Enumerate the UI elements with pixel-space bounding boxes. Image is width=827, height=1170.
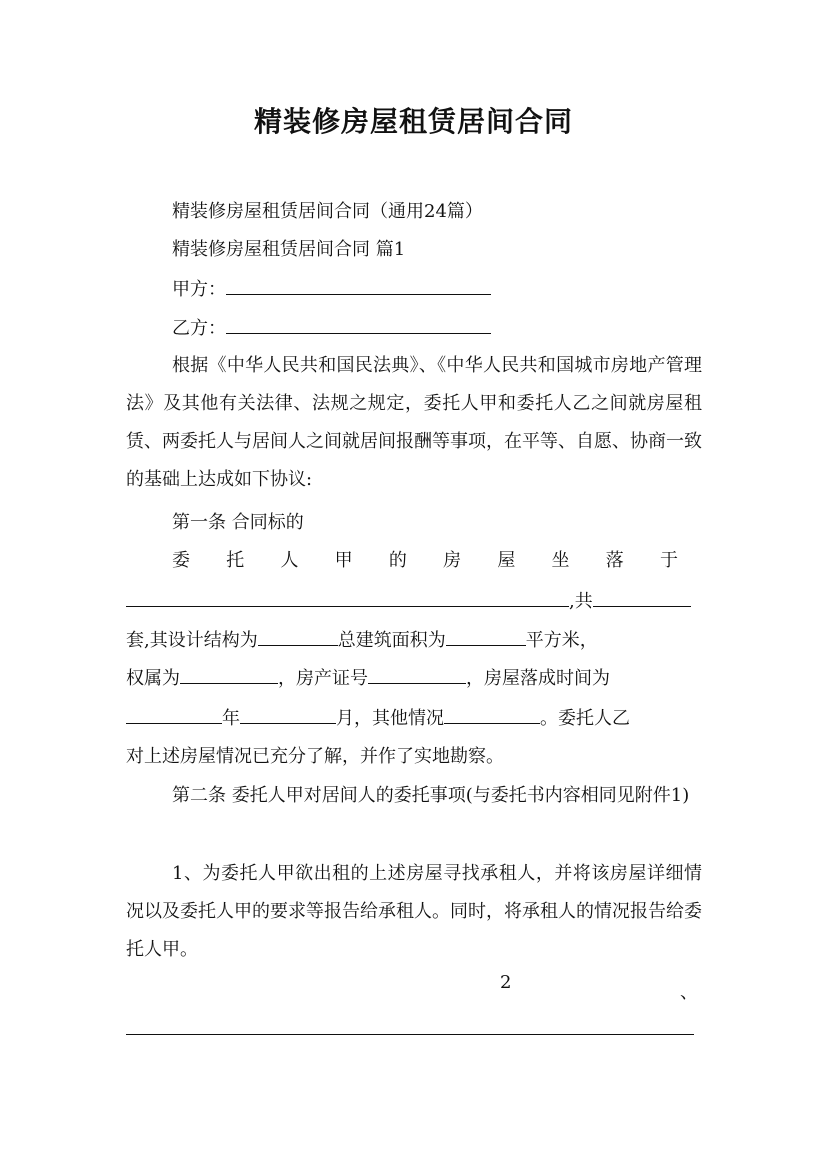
article1-area: 总建筑面积为: [337, 630, 446, 651]
month-blank: [240, 705, 336, 724]
party-a-line: [126, 271, 702, 309]
item2-mark: 、: [680, 982, 698, 1003]
article1-sqm: 平方米，: [525, 630, 598, 651]
article2-title: 第二条 委托人甲对居间人的委托事项(与委托书内容相同见附件1): [172, 785, 690, 806]
article1-line3: [126, 622, 702, 660]
article1-line4: [126, 660, 702, 698]
area-blank: [446, 627, 526, 646]
article1-title: 第一条 合同标的: [172, 512, 304, 533]
section-heading: 精装修房屋租赁居间合同 篇1: [172, 239, 406, 260]
article1-built: ，房屋落成时间为: [466, 668, 610, 689]
party-a-blank: [226, 276, 491, 295]
certificate-blank: [368, 665, 466, 684]
article1-line5: [126, 700, 702, 738]
year-blank: [126, 705, 222, 724]
other-blank: [444, 705, 540, 724]
item2-rule: [126, 1034, 694, 1035]
ownership-blank: [180, 665, 278, 684]
article1-cert: ，房产证号: [278, 668, 368, 689]
structure-blank: [258, 627, 338, 646]
article1-year: 年: [222, 708, 240, 729]
document-subtitle: 精装修房屋租赁居间合同（通用24篇）: [172, 201, 483, 222]
article1-owner: 权属为: [126, 668, 180, 689]
article1-month: 月，其他情况: [336, 708, 444, 729]
party-b-label: 乙方：: [172, 318, 226, 339]
party-a-label: 甲方：: [172, 279, 226, 300]
party-b-blank: [226, 315, 491, 334]
party-b-line: [126, 310, 702, 348]
article1-last: 对上述房屋情况已充分了解，并作了实地勘察。: [126, 746, 504, 767]
intro-paragraph: 根据《中华人民共和国民法典》、《中华人民共和国城市房地产管理法》及其他有关法律、法规之规定，委托人甲和委托人乙之间就房屋租赁、两委托人与居间人之间就居间报酬等事项，在平等、自愿、协商一致的基础上达成如下协议:: [126, 355, 702, 490]
article1-line2: [126, 583, 702, 621]
article1-gong: ,共: [569, 591, 593, 612]
article1-tao: 套,其设计结构为: [126, 630, 258, 651]
location-blank: [126, 588, 569, 607]
document-title: 精装修房屋租赁居间合同: [253, 105, 573, 138]
item1-paragraph: 1、为委托人甲欲出租的上述房屋寻找承租人，并将该房屋详细情况以及委托人甲的要求等报告给承租人。同时，将承租人的情况报告给委托人甲。: [126, 863, 702, 960]
article1-end: 。委托人乙: [540, 708, 630, 729]
item2-number: 2: [500, 972, 512, 993]
units-blank: [593, 588, 691, 607]
article1-location-line: 委托人甲的房屋坐落于: [172, 550, 702, 571]
